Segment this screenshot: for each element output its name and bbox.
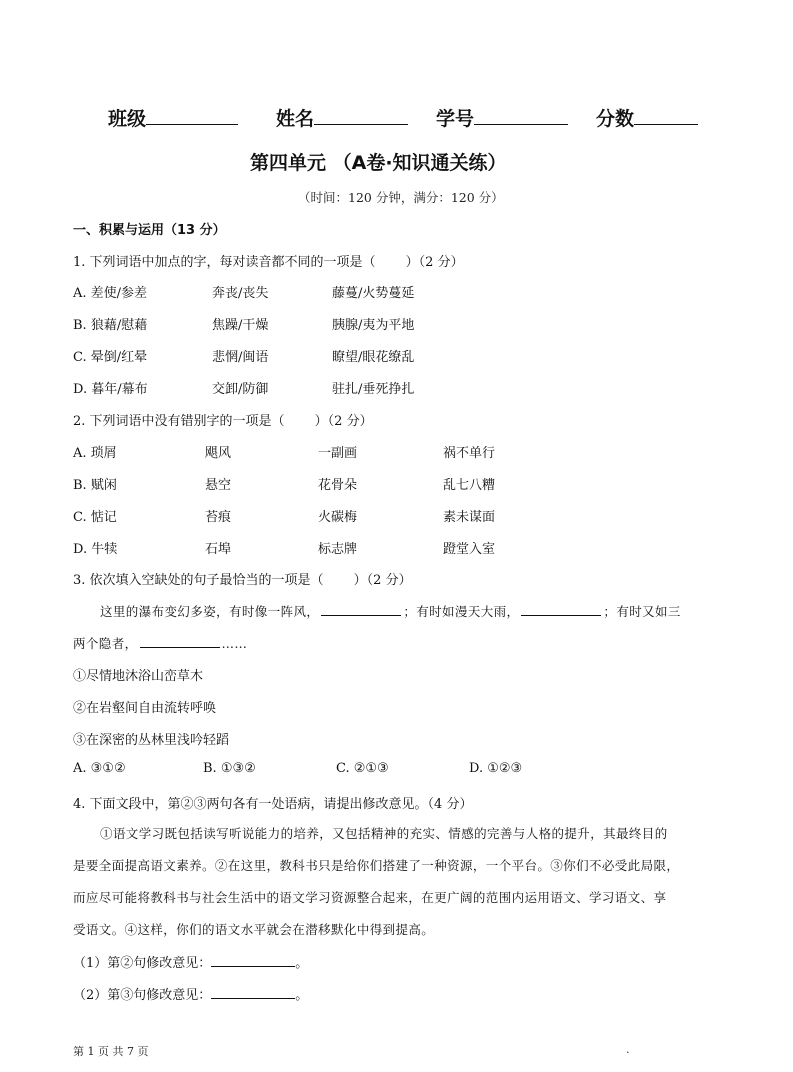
q3-choice-b[interactable]: B. ①③② (203, 761, 256, 776)
q4-passage-line-2: 是要全面提高语文素养。②在这里，教科书只是给你们搭建了一种资源，一个平台。③你们不必受此局限， (73, 858, 680, 873)
page-title: 第四单元 （A卷·知识通关练） (250, 152, 507, 174)
section-heading: 一、积累与运用（13 分） (73, 223, 226, 238)
passage-text: 两个隐者， (73, 636, 138, 651)
q2-word-1-3: 乱七八糟 (443, 478, 496, 493)
q2-word-1-2: 花骨朵 (318, 478, 358, 493)
passage-text: ；有时如漫天大雨， (403, 604, 520, 619)
number-field (436, 104, 568, 131)
q1-option-1-2: 胰腺/夷为平地 (332, 318, 415, 333)
q2-option-row-2[interactable]: C. 惦记 (73, 510, 117, 525)
q1-option-3-2: 驻扎/垂死挣扎 (332, 382, 415, 397)
option-words: 差使/参差 (90, 286, 148, 301)
exam-info: （时间：120 分钟，满分：120 分） (298, 190, 504, 205)
q1-option-2-1: 悲惘/闽语 (212, 350, 269, 365)
passage-text: ；有时又如三 (603, 604, 681, 619)
q2-word-0-1: 飓风 (205, 446, 232, 461)
question-4-stem: 4. 下面文段中，第②③两句各有一处语病，请提出修改意见。（4 分） (73, 797, 473, 812)
period: 。 (295, 956, 309, 971)
q2-word-0-2: 一副画 (318, 446, 358, 461)
q4-passage-line-4: 受语文。④这样，你们的语文水平就会在潜移默化中得到提高。 (73, 922, 435, 937)
q1-option-2-0[interactable] (73, 346, 147, 365)
q1-option-2-2: 瞭望/眼花缭乱 (332, 350, 415, 365)
option-letter: D. (73, 382, 92, 397)
number-label: 学号 (436, 108, 475, 130)
q3-item-1: ①尽情地沐浴山峦草木 (73, 669, 204, 684)
q3-choice-a[interactable]: A. ③①② (73, 761, 126, 776)
q1-option-0-1: 奔丧/丧失 (212, 286, 269, 301)
name-blank[interactable] (314, 106, 408, 125)
q1-option-3-0[interactable] (73, 378, 148, 397)
option-words: 狼藉/慰藉 (90, 318, 148, 333)
score-label: 分数 (596, 108, 635, 130)
sub-question-label: （2）第③句修改意见： (73, 988, 212, 1003)
q4-passage-line-3: 而应尽可能将教科书与社会生活中的语文学习资源整合起来，在更广阔的范围内运用语文、学习语文、享 (73, 890, 667, 905)
q2-word-2-3: 素未谋面 (443, 510, 496, 525)
q4-sub-2 (73, 984, 308, 1003)
name-label: 姓名 (276, 108, 315, 130)
q1-option-1-0[interactable] (73, 314, 147, 333)
option-letter: B. (73, 318, 91, 333)
q3-item-2: ②在岩壑间自由流转呼唤 (73, 701, 217, 716)
score-field (596, 104, 698, 131)
q2-option-row-0[interactable]: A. 琐屑 (73, 446, 117, 461)
passage-text: 这里的瀑布变幻多姿，有时像一阵风， (100, 604, 320, 619)
class-blank[interactable] (146, 106, 238, 125)
q3-choice-d[interactable]: D. ①②③ (469, 761, 523, 776)
q3-choice-c[interactable]: C. ②①③ (336, 761, 389, 776)
q4-passage-line-1: ①语文学习既包括读写听说能力的培养，又包括精神的充实、情感的完善与人格的提升，其最终目的 (100, 826, 668, 841)
question-3-passage-line2 (73, 634, 247, 652)
q2-word-3-1: 石埠 (205, 542, 232, 557)
q2-word-3-2: 标志牌 (318, 542, 358, 557)
q2-word-0-3: 祸不单行 (443, 446, 496, 461)
q2-word-2-1: 苔痕 (205, 510, 232, 525)
question-3-passage-line1 (100, 602, 681, 620)
page-footer: 第 1 页 共 7 页 (73, 1045, 149, 1058)
q2-word-1-1: 悬空 (205, 478, 232, 493)
period: 。 (295, 988, 309, 1003)
q2-word-2-2: 火碳梅 (318, 510, 358, 525)
class-label: 班级 (108, 108, 147, 130)
passage-blank-1[interactable] (321, 602, 401, 616)
answer-blank-1[interactable] (211, 953, 295, 967)
question-1-stem: 1. 下列词语中加点的字，每对读音都不同的一项是（ ）（2 分） (73, 255, 464, 270)
number-blank[interactable] (474, 106, 568, 125)
q4-sub-1 (73, 952, 308, 971)
header-fields (108, 104, 238, 131)
option-words: 暮年/幕布 (91, 382, 148, 397)
q3-item-3: ③在深密的丛林里浅吟轻蹈 (73, 733, 230, 748)
question-3-stem: 3. 依次填入空缺处的句子最恰当的一项是（ ）（2 分） (73, 573, 412, 588)
option-letter: A. (73, 286, 91, 301)
score-blank[interactable] (634, 106, 698, 125)
passage-blank-2[interactable] (521, 602, 601, 616)
q1-option-1-1: 焦躁/干燥 (212, 318, 269, 333)
q2-word-3-3: 蹬堂入室 (443, 542, 496, 557)
q2-option-row-3[interactable]: D. 牛犊 (73, 542, 118, 557)
passage-blank-3[interactable] (140, 634, 220, 648)
q2-option-row-1[interactable]: B. 赋闲 (73, 478, 117, 493)
q1-option-0-0[interactable] (73, 282, 147, 301)
answer-blank-2[interactable] (211, 985, 295, 999)
sub-question-label: （1）第②句修改意见： (73, 956, 212, 971)
question-2-stem: 2. 下列词语中没有错别字的一项是（ ）（2 分） (73, 414, 373, 429)
option-words: 晕倒/红晕 (90, 350, 148, 365)
footer-dot: . (626, 1043, 630, 1056)
option-letter: C. (73, 350, 91, 365)
q1-option-3-1: 交卸/防御 (212, 382, 269, 397)
name-field (276, 104, 408, 131)
passage-text: …… (221, 636, 248, 651)
q1-option-0-2: 藤蔓/火势蔓延 (332, 286, 415, 301)
